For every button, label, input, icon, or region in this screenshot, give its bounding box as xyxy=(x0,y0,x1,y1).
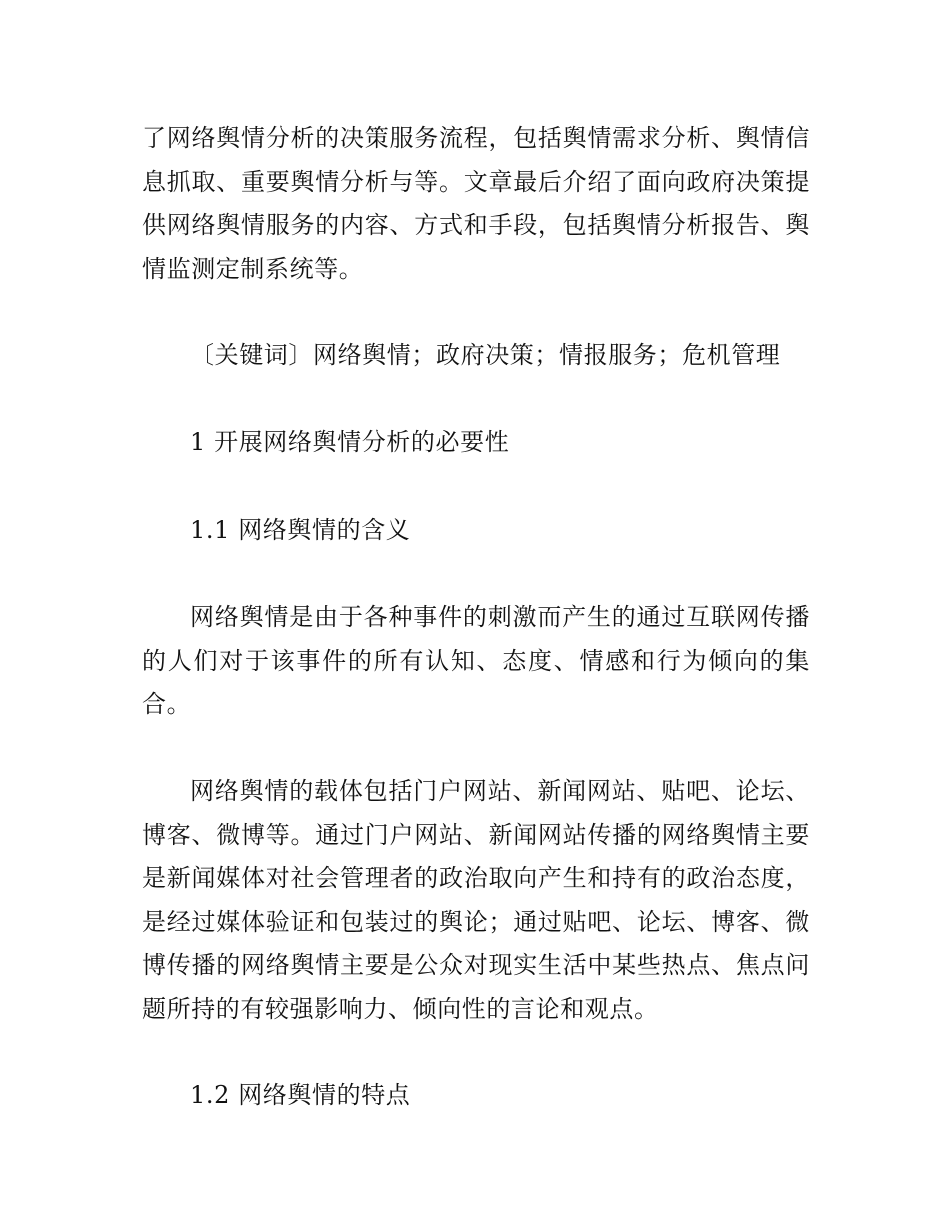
section-1-1-paragraph-definition: 网络舆情是由于各种事件的刺激而产生的通过互联网传播的人们对于该事件的所有认知、态度、情感和行为倾向的集合。 xyxy=(142,603,810,718)
keywords-line: 〔关键词〕网络舆情；政府决策；情报服务；危机管理 xyxy=(190,341,781,369)
section-1-1-heading: 1.1 网络舆情的含义 xyxy=(190,516,411,544)
section-1-1-paragraph-carriers: 网络舆情的载体包括门户网站、新闻网站、贴吧、论坛、博客、微博等。通过门户网站、新闻网站传播的网络舆情主要是新闻媒体对社会管理者的政治取向产生和持有的政治态度，是经过媒体验证和包装过的舆论；通过贴吧、论坛、博客、微博传播的网络舆情主要是公众对现实生活中某些热点、焦点问题所持的有较强影响力、倾向性的言论和观点。 xyxy=(142,777,810,1023)
abstract-continuation-paragraph: 了网络舆情分析的决策服务流程，包括舆情需求分析、舆情信息抓取、重要舆情分析与等。文章最后介绍了面向政府决策提供网络舆情服务的内容、方式和手段，包括舆情分析报告、舆情监测定制系统等。 xyxy=(142,124,810,283)
section-1-2-heading: 1.2 网络舆情的特点 xyxy=(190,1081,411,1109)
section-1-heading: 1 开展网络舆情分析的必要性 xyxy=(190,428,510,456)
